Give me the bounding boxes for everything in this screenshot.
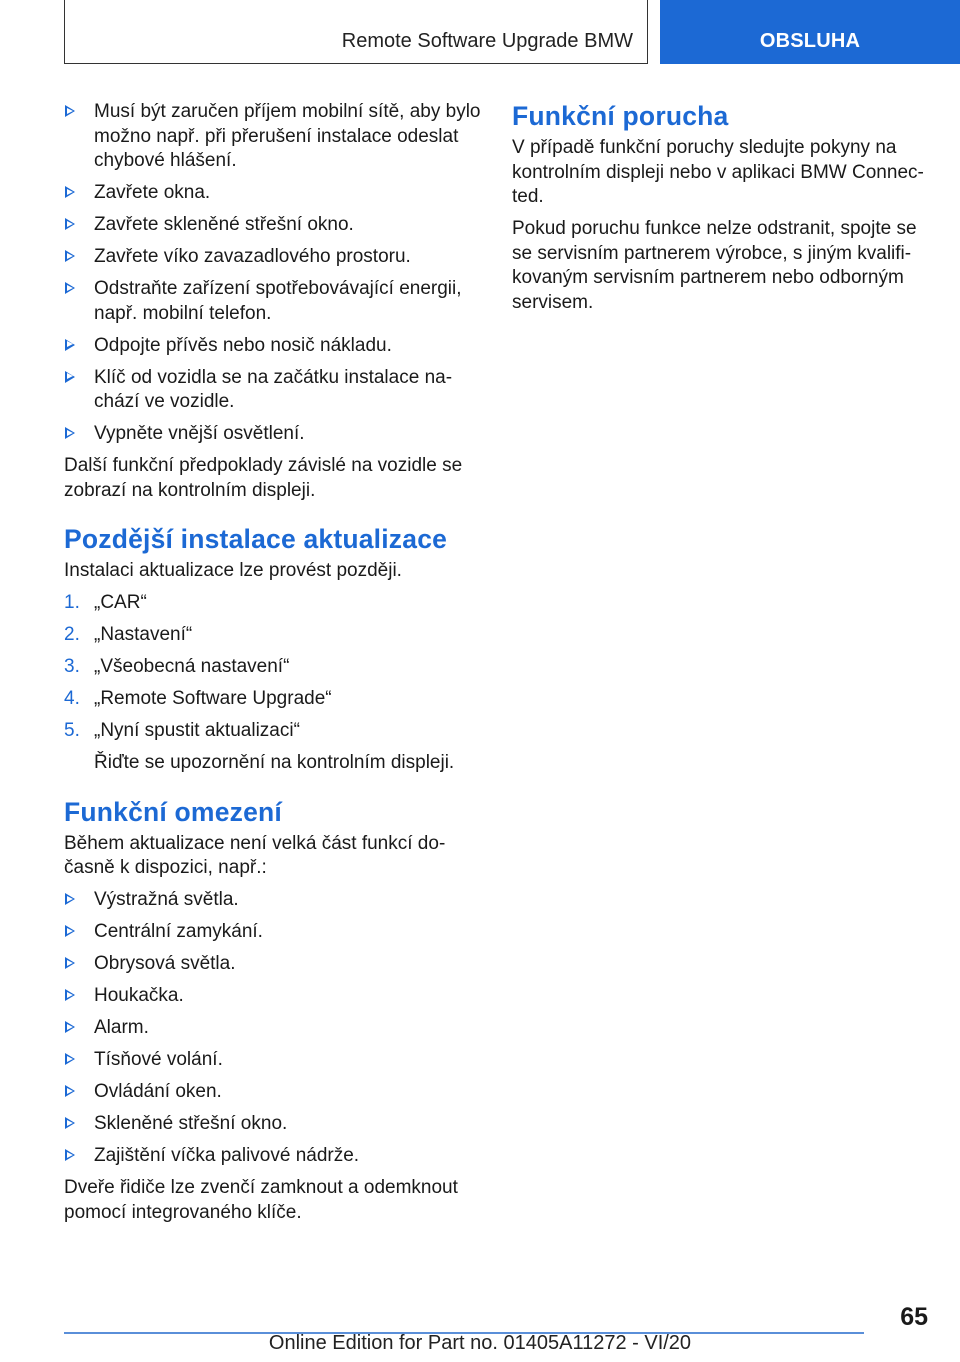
step-item: 1. „CAR“ [64, 591, 484, 616]
list-item: Zavřete okna. [64, 181, 484, 206]
page-number: 65 [900, 1303, 928, 1331]
limitations-paragraph: Během aktualizace není velká část funkcí dočasně k dispozici, např.: [64, 832, 446, 878]
fault-heading: Funkční porucha [512, 101, 729, 131]
step-number: 2. [64, 624, 80, 645]
list-item: Skleněné střešní okno. [64, 1112, 484, 1137]
step-number: 5. [64, 720, 80, 741]
limitations-heading: Funkční omezení [64, 796, 282, 827]
list-item: Obrysová světla. [64, 952, 484, 977]
step-item: 4. „Remote Software Upgrade“ [64, 687, 484, 712]
step-number: 1. [64, 592, 80, 613]
step-item: 5. „Nyní spustit aktualizaci“ [64, 719, 484, 744]
section-tab [660, 0, 960, 64]
list-item: Musí být zaručen příjem mobilní sítě, aby bylo možno např. při přerušení instalace odeslat chybové hlášení. [64, 100, 484, 174]
triangle-bullet-icon [65, 218, 75, 230]
list-item: Odpojte přívěs nebo nosič nákladu. [64, 334, 484, 359]
driver-door-paragraph: Dveře řidiče lze zvenčí zamknout a odemknout pomocí integrovaného klíče. [64, 1177, 458, 1223]
list-item: Zajištění víčka palivové nádrže. [64, 1144, 484, 1169]
later-install-heading: Pozdější instalace aktualizace [64, 524, 448, 554]
triangle-bullet-icon [65, 925, 75, 937]
step-item: 3. „Všeobecná nastavení“ [64, 655, 484, 680]
fault-paragraph-1: V případě funkční poruchy sledujte pokyny na kontrolním displeji nebo v aplikaci BMW Connected. [512, 137, 924, 207]
right-column [512, 100, 932, 323]
list-item: Klíč od vozidla se na začátku instalace nachází ve vozidle. [64, 366, 484, 415]
triangle-bullet-icon [65, 893, 75, 905]
header-frame [64, 0, 648, 64]
triangle-bullet-icon [65, 1117, 75, 1129]
step-number: 4. [64, 688, 80, 709]
triangle-bullet-icon [65, 427, 75, 439]
triangle-bullet-icon [65, 250, 75, 262]
later-install-paragraph: Instalaci aktualizace lze provést později. [64, 560, 402, 581]
triangle-bullet-icon [65, 1021, 75, 1033]
install-steps-list [64, 591, 484, 744]
step-item: 2. „Nastavení“ [64, 623, 484, 648]
list-item: Zavřete víko zavazadlového prostoru. [64, 245, 484, 270]
running-header-title: Remote Software Upgrade BMW [341, 30, 633, 52]
left-column [64, 100, 484, 1233]
triangle-bullet-icon [65, 1053, 75, 1065]
footer-edition-text: Online Edition for Part no. 01405A11272 - VI/20 [268, 1332, 692, 1354]
list-item: Tísňové volání. [64, 1048, 484, 1073]
triangle-bullet-icon [65, 339, 75, 351]
triangle-bullet-icon [65, 1149, 75, 1161]
section-label: OBSLUHA [759, 30, 861, 52]
list-item: Výstražná světla. [64, 888, 484, 913]
list-item: Odstraňte zařízení spotřebovávající energii, např. mobilní telefon. [64, 277, 484, 326]
list-item: Centrální zamykání. [64, 920, 484, 945]
list-item: Alarm. [64, 1016, 484, 1041]
triangle-bullet-icon [65, 989, 75, 1001]
step-note: Řiďte se upozornění na kontrolním displeji. [94, 752, 455, 773]
requirements-list [64, 100, 484, 447]
list-item: Vypněte vnější osvětlení. [64, 422, 484, 447]
prerequisites-paragraph: Další funkční předpoklady závislé na vozidle se zobrazí na kontrolním displeji. [64, 455, 463, 501]
list-item: Houkačka. [64, 984, 484, 1009]
list-item: Ovládání oken. [64, 1080, 484, 1105]
list-item: Zavřete skleněné střešní okno. [64, 213, 484, 238]
step-number: 3. [64, 656, 80, 677]
triangle-bullet-icon [65, 957, 75, 969]
triangle-bullet-icon [65, 186, 75, 198]
triangle-bullet-icon [65, 371, 75, 383]
triangle-bullet-icon [65, 282, 75, 294]
limitations-list [64, 888, 484, 1169]
fault-paragraph-2: Pokud poruchu funkce nelze odstranit, spojte se se servisním partnerem výrobce, s jiným kvalifikovaným servisním partnerem nebo odborným servisem. [512, 218, 917, 313]
triangle-bullet-icon [65, 1085, 75, 1097]
triangle-bullet-icon [65, 105, 75, 117]
